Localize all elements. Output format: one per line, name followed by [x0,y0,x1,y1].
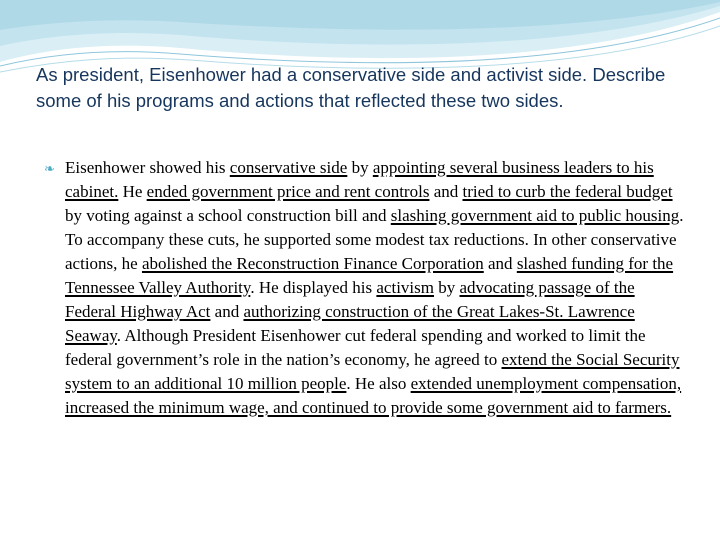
body-text-segment: and [429,182,463,201]
underlined-phrase: slashing government aid to public housing [390,206,680,225]
underlined-phrase: activism [376,278,434,297]
body-text-segment: and [210,302,244,321]
body-text-segment: . He also [346,374,411,393]
body-text-segment: . To accompany these cuts, he supported some modest tax reductions. In other conservative actions, he [65,206,684,273]
slide-title: As president, Eisenhower had a conservative side and activist side. Describe some of his programs and actions that reflected these two sides. [36,64,666,111]
underlined-phrase: extended unemployment compensation, increased the minimum wage, and continued to provide some government aid to farmers. [65,374,682,417]
underlined-phrase: abolished the Reconstruction Finance Corporation [141,254,484,273]
body-text-segment: by voting against a school construction bill and [65,206,391,225]
underlined-phrase: slashed funding for the Tennessee Valley Authority [65,254,674,297]
body-paragraph [65,156,685,420]
underlined-phrase: tried to curb the federal budget [462,182,673,201]
body-text-segment: by [434,278,460,297]
body-text-segment: by [347,158,373,177]
underlined-phrase: advocating passage of the Federal Highway Act [65,278,635,321]
feather-bullet-icon: ❧ [44,161,55,176]
underlined-phrase: ended government price and rent controls [146,182,430,201]
underlined-phrase: conservative side [229,158,348,177]
body-text-segment: . He displayed his [250,278,377,297]
underlined-phrase: extend the Social Security system to an additional 10 million people [65,350,680,393]
body-text-segment: Eisenhower showed his [65,158,230,177]
body-text-segment: . Although President Eisenhower cut federal spending and worked to limit the federal government’s role in the nation’s economy, he agreed to [65,326,646,369]
body-text-segment: and [483,254,517,273]
underlined-phrase: appointing several business leaders to his cabinet. [65,158,654,201]
underlined-phrase: authorizing construction of the Great Lakes-St. Lawrence Seaway [65,302,635,345]
body-text-segment: He [118,182,147,201]
